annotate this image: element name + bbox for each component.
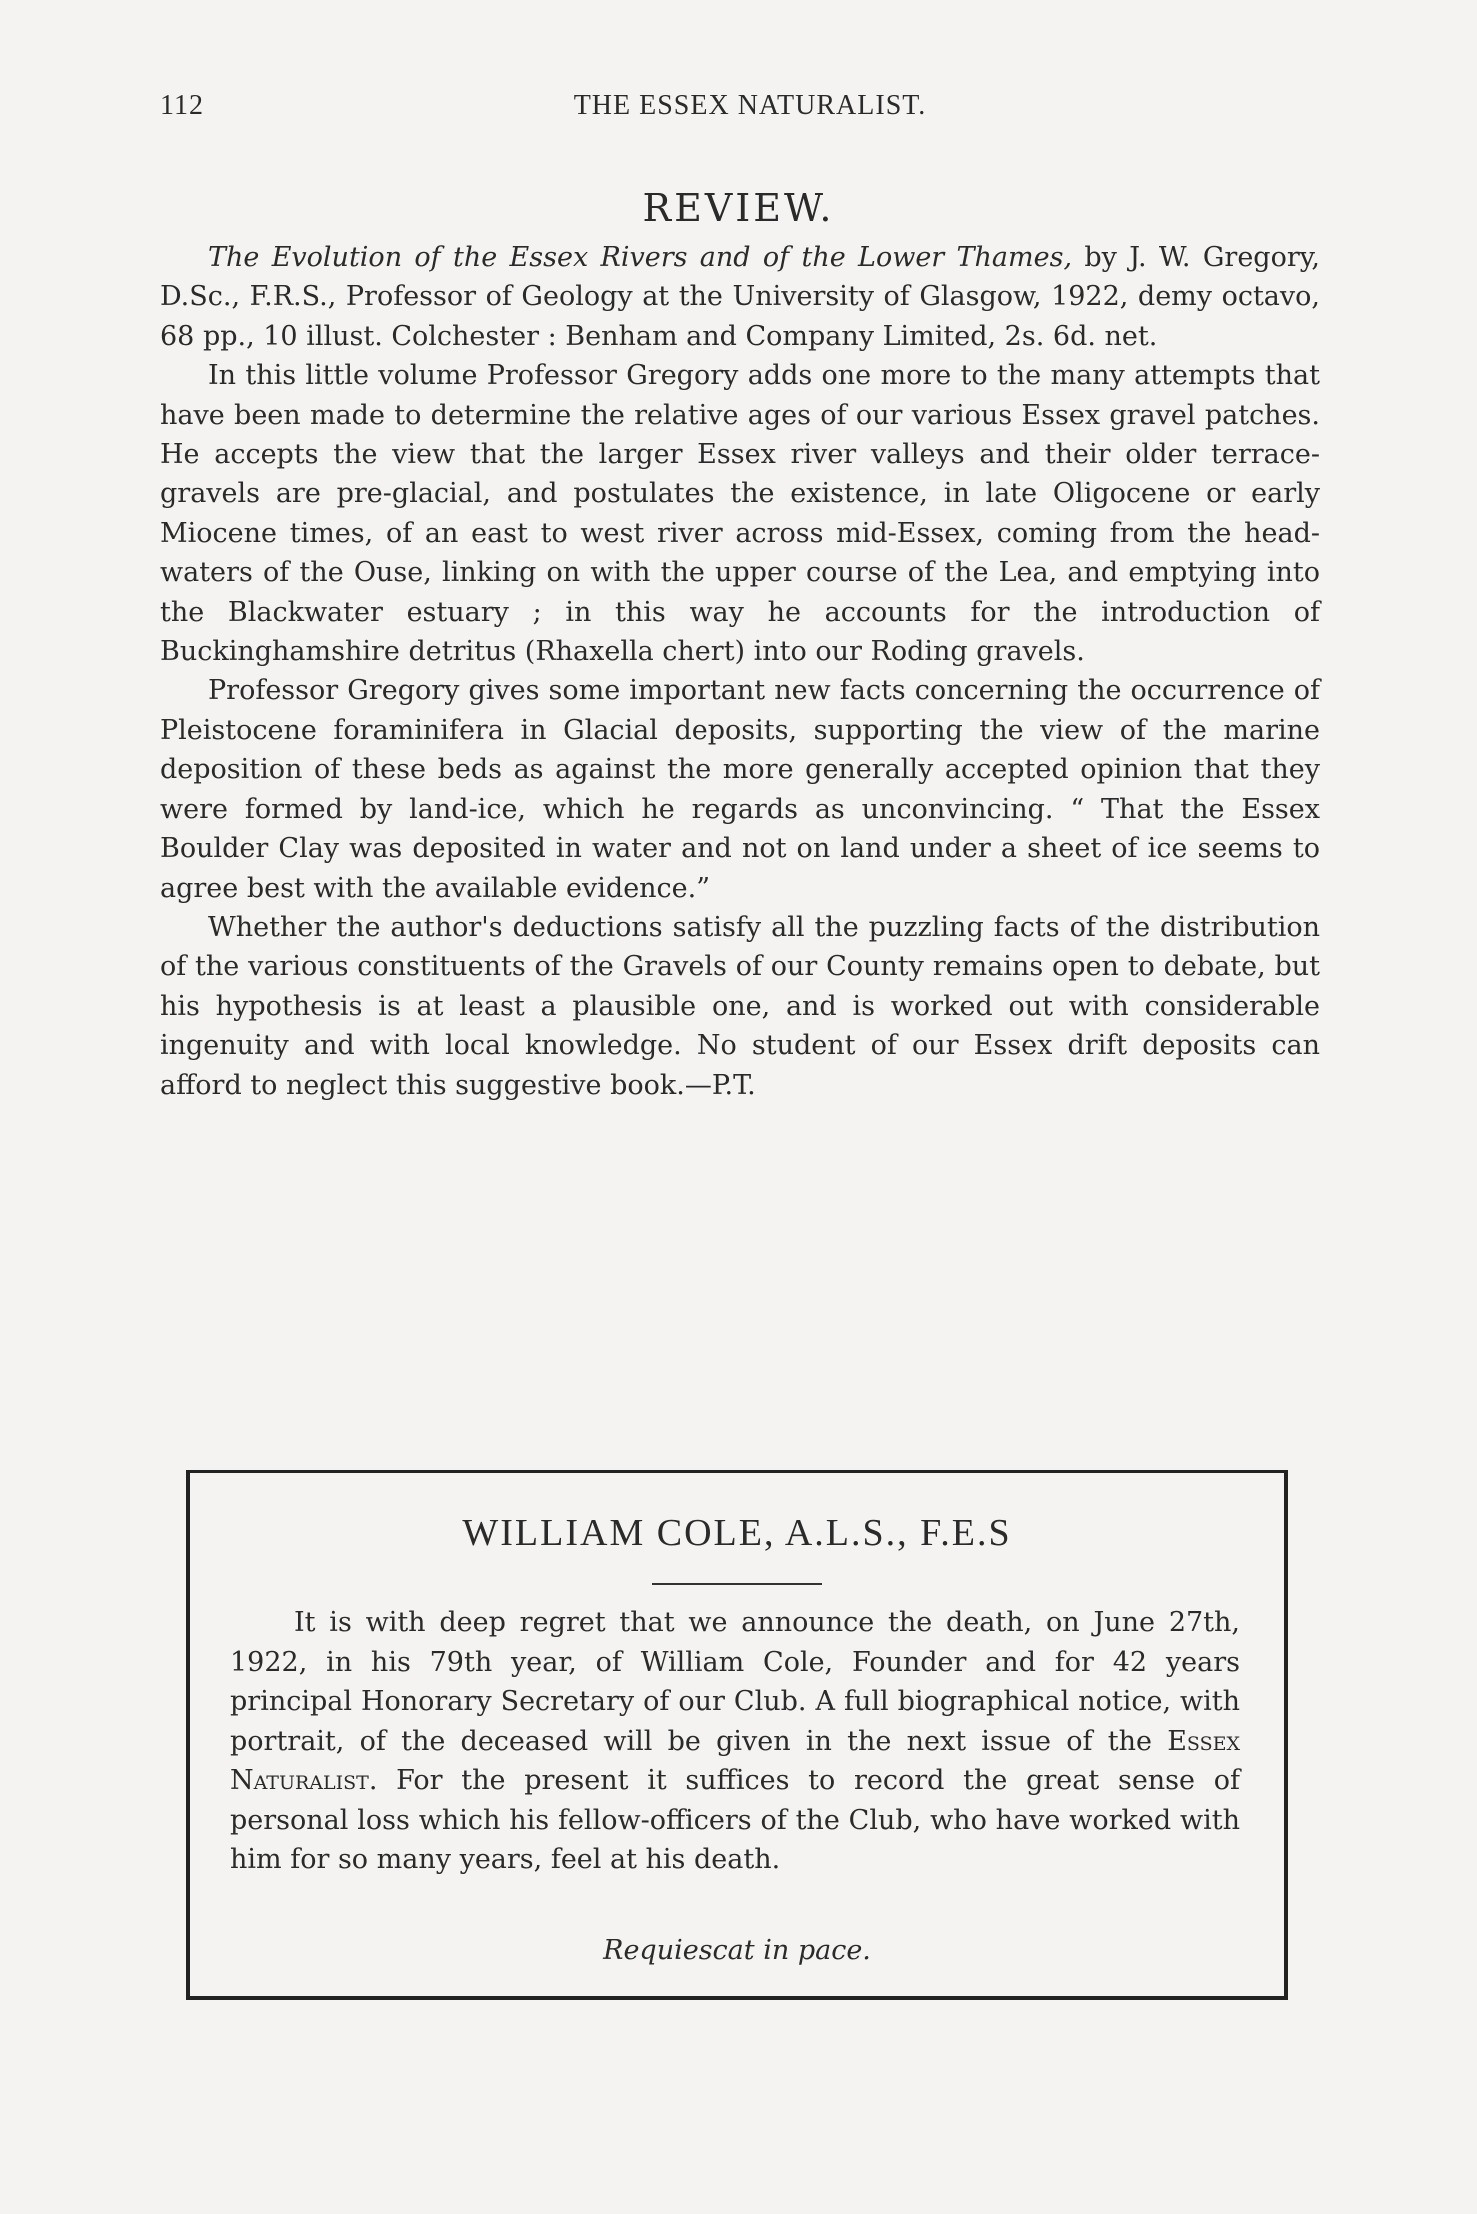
review-paragraph: Whether the author's deductions satisfy all the puzzling facts of the distribution of the various constituents of the Gravels of our County remains open to debate, but his hypothesis is at least a plausible one, and is worked out with considerable ingenuity and with local knowledge. No student of our Essex drift deposits can afford to neglect this suggestive book.—P.T. (160, 911, 1320, 1101)
obituary-body (230, 1603, 1240, 1880)
book-title: The Evolution of the Essex Rivers and of the Lower Thames, (208, 242, 1073, 273)
obituary-text-part1: It is with deep regret that we announce the death, on June 27th, 1922, in his 79th year, of William Cole, Founder and for 42 years principal Honorary Secretary of our Club. A full biographical notice, with portrait, of the deceased will be given in the next issue of the (230, 1607, 1240, 1757)
obituary-paragraph (230, 1603, 1240, 1880)
review-heading: REVIEW. (642, 186, 835, 230)
obituary-closing: Requiescat in pace. (603, 1935, 871, 1966)
citation-details: by J. W. Gregory, D.Sc., F.R.S., Professor of Geology at the University of Glasgow, 1922, demy octavo, 68 pp., 10 illust. Colchester : Benham and Company Limited, 2s. 6d. net. (160, 242, 1320, 352)
divider-rule (652, 1583, 822, 1585)
obituary-heading: WILLIAM COLE, A.L.S., F.E.S (462, 1512, 1012, 1554)
obituary-notice-box (186, 1470, 1288, 2000)
running-head (160, 90, 1320, 130)
page-number: 112 (160, 90, 204, 121)
review-paragraph: In this little volume Professor Gregory adds one more to the many attempts that have been made to determine the relative ages of our various Essex gravel patches. He accepts the view that the larger Essex river valleys and their older terrace-gravels are pre-glacial, and postulates the existence, in late Oligocene or early Miocene times, of an east to west river across mid-Essex, coming from the head-waters of the Ouse, linking on with the upper course of the Lea, and emptying into the Blackwater estuary ; in this way he accounts for the introduction of Buckinghamshire detritus (Rhaxella chert) into our Roding gravels. (160, 360, 1320, 668)
obituary-text-part2: For the present it suffices to record the great sense of personal loss which his fellow-officers of the Club, who have worked with him for so many years, feel at his death. (230, 1765, 1240, 1875)
journal-name-smallcaps: Essex Naturalist. (230, 1725, 1240, 1796)
review-citation (160, 238, 1320, 356)
journal-title: THE ESSEX NATURALIST. (573, 90, 927, 121)
review-body (160, 238, 1320, 1105)
review-paragraph: Professor Gregory gives some important new facts concerning the occurrence of Pleistocene foraminifera in Glacial deposits, supporting the view of the marine deposition of these beds as against the more generally accepted opinion that they were formed by land-ice, which he regards as unconvincing. “ That the Essex Boulder Clay was deposited in water and not on land under a sheet of ice seems to agree best with the available evidence.” (160, 675, 1320, 904)
